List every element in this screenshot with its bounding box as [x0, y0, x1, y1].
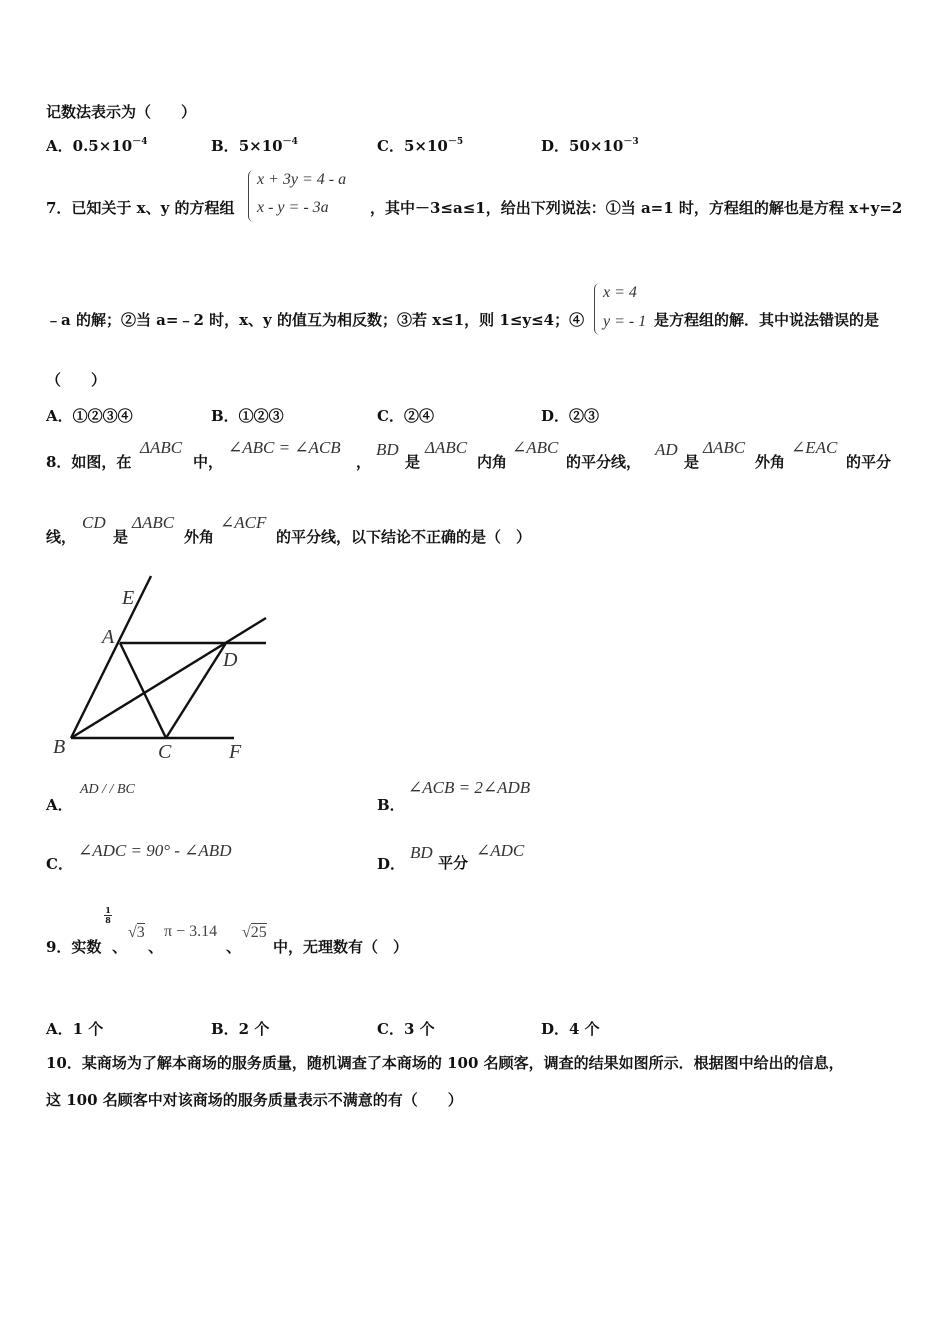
q9-suffix: 中，无理数有（ ） — [273, 938, 409, 956]
q8-line2-math-3: ∠ACF — [220, 513, 267, 532]
q7-option-d[interactable]: D．②③ — [541, 407, 600, 425]
label-d: D — [223, 649, 238, 671]
q7-option-c[interactable]: C．②④ — [377, 407, 434, 425]
q7-solution-system: x = 4 y = - 1 — [594, 283, 654, 337]
q7-statement: ，其中－3≤a≤1，给出下列说法：①当 a=1 时，方程组的解也是方程 x+y=2 — [370, 199, 903, 217]
q7-line2-end: 是方程组的解．其中说法错误的是 — [654, 311, 880, 329]
q9-sep-1: 、 — [112, 938, 128, 956]
label-c: C — [158, 741, 172, 763]
q8-text-7: 是 — [684, 453, 700, 471]
q8-geometry-figure — [46, 570, 286, 770]
q8-option-c[interactable]: C． — [46, 855, 73, 873]
q8-line2-2: 是 — [113, 528, 129, 546]
q7-option-b[interactable]: B．①②③ — [211, 407, 284, 425]
q8-math-2: ∠ABC = ∠ACB — [228, 438, 341, 457]
q8-line2-math-1: CD — [82, 513, 106, 532]
q8-text-4: 是 — [405, 453, 421, 471]
q8-option-d-math: BD — [410, 843, 433, 862]
q10-line2: 这 100 名顾客中对该商场的服务质量表示不满意的有（ ） — [46, 1091, 463, 1109]
q6-option-b[interactable]: B．$5\times 10^{-4}$ — [211, 137, 298, 155]
q8-text-6: 的平分线， — [566, 453, 642, 471]
q8-text-5: 内角 — [477, 453, 508, 471]
q8-option-c-math: ∠ADC = 90° - ∠ABD — [78, 841, 232, 860]
q7-option-a[interactable]: A．①②③④ — [46, 407, 133, 425]
q7-paren: （ ） — [46, 371, 107, 389]
q9-sep-3: 、 — [226, 938, 242, 956]
line-ac — [120, 643, 166, 738]
q9-sep-2: 、 — [148, 938, 164, 956]
q8-math-8: ∠EAC — [791, 438, 838, 457]
q8-text-2: 中， — [193, 453, 224, 471]
q8-math-5: ∠ABC — [512, 438, 559, 457]
q9-pi-expr: π − 3.14 — [164, 923, 218, 940]
q6-option-a[interactable]: A．$0.5\times 10^{-4}$ — [46, 137, 148, 155]
q9-prefix: 9．实数 — [46, 938, 102, 956]
q7-equation-system: x + 3y = 4 - a x - y = - 3a — [248, 170, 368, 224]
q8-math-3: BD — [376, 440, 399, 459]
line-cd — [166, 643, 226, 738]
q6-option-d[interactable]: D．$50\times 10^{-3}$ — [541, 137, 639, 155]
q6-tail: 记数法表示为（ ） — [46, 103, 197, 121]
q8-option-a[interactable]: A． — [46, 796, 73, 814]
q8-text-1: 8．如图，在 — [46, 453, 132, 471]
q8-option-d-math2: ∠ADC — [476, 841, 525, 860]
q8-option-b[interactable]: B． — [377, 796, 405, 814]
label-f: F — [229, 741, 242, 763]
q7-prefix: 7．已知关于 x、y 的方程组 — [46, 199, 235, 217]
q6-option-c[interactable]: C．$5\times 10^{-5}$ — [377, 137, 464, 155]
q9-sqrt25: √25 — [242, 924, 267, 941]
q8-math-4: ΔABC — [425, 438, 468, 457]
q8-math-1: ΔABC — [140, 438, 183, 457]
q8-line2-3: 外角 — [184, 528, 215, 546]
q9-option-b[interactable]: B．2 个 — [211, 1020, 270, 1038]
q8-line2-4: 的平分线，以下结论不正确的是（ ） — [276, 528, 532, 546]
q8-line2-math-2: ΔABC — [132, 513, 175, 532]
label-e: E — [122, 587, 135, 609]
q9-option-c[interactable]: C．3 个 — [377, 1020, 435, 1038]
q9-option-d[interactable]: D．4 个 — [541, 1020, 600, 1038]
q9-sqrt3: √3 — [128, 924, 145, 941]
q8-option-b-math: ∠ACB = 2∠ADB — [408, 778, 531, 797]
label-a: A — [102, 626, 115, 648]
q7-line2: ﹣a 的解；②当 a=﹣2 时，x、y 的值互为相反数；③若 x≤1，则 1≤y≤4；④ — [46, 311, 585, 329]
q8-option-d[interactable]: D． — [377, 855, 406, 873]
q8-text-8: 外角 — [755, 453, 786, 471]
q8-text-9: 的平分 — [846, 453, 892, 471]
q8-math-6: AD — [655, 440, 678, 459]
q8-line2-1: 线， — [46, 528, 77, 546]
q8-math-7: ΔABC — [703, 438, 746, 457]
q9-option-a[interactable]: A．1 个 — [46, 1020, 104, 1038]
q10-line1: 10．某商场为了解本商场的服务质量，随机调查了本商场的 100 名顾客，调查的结果如图所示．根据图中给出的信息， — [46, 1054, 844, 1072]
label-b: B — [53, 736, 66, 758]
q8-option-d-text: 平分 — [438, 854, 469, 872]
q9-fraction: 1 8 — [105, 905, 111, 925]
q8-text-3: ， — [356, 453, 372, 471]
q8-option-a-math: AD / / BC — [80, 782, 135, 797]
